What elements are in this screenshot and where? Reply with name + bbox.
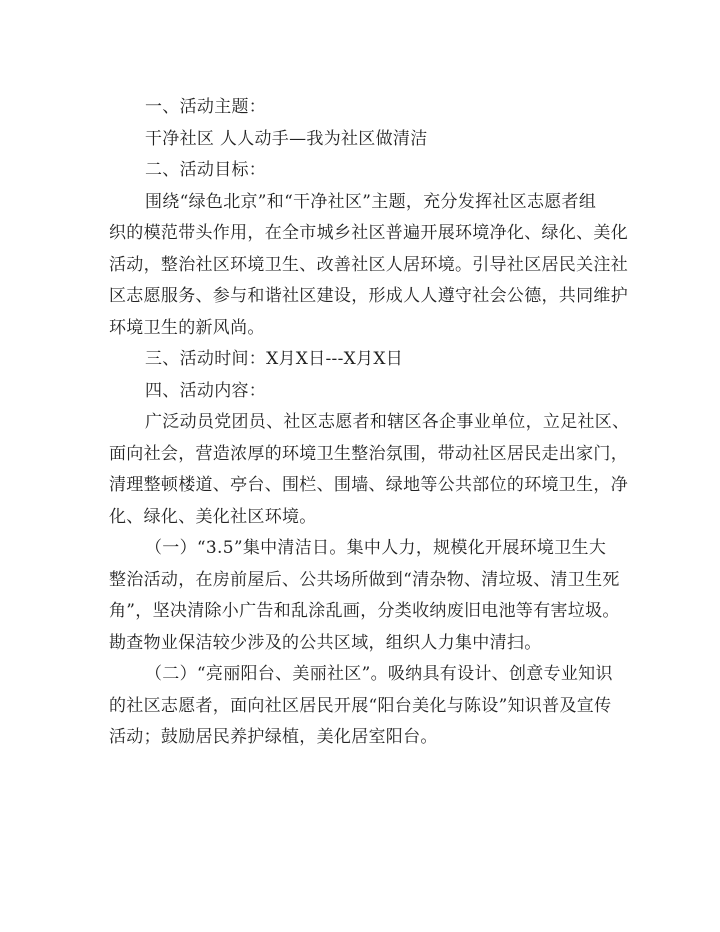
text-line: 四、活动内容：	[145, 380, 267, 401]
text-line: 活动，整治社区环境卫生、改善社区人居环境。引导社区居民关注社	[109, 254, 628, 275]
text-line: 三、活动时间：X月X日---X月X日	[145, 349, 404, 369]
text-line: 区志愿服务、参与和谐社区建设，形成人人遵守社会公德，共同维护	[109, 286, 628, 306]
content-item-2	[109, 659, 629, 754]
activity-content-intro	[109, 407, 629, 533]
heading-activity-theme	[109, 92, 629, 124]
text-line: （二）“亮丽阳台、美丽社区”。吸纳具有设计、创意专业知识	[145, 664, 613, 684]
document-body	[109, 92, 629, 754]
text-line: 清理整顿楼道、亭台、围栏、围墙、绿地等公共部位的环境卫生，净	[109, 475, 628, 495]
text-line: 活动；鼓励居民养护绿植，美化居室阳台。	[109, 727, 438, 747]
activity-theme-text	[109, 124, 629, 156]
text-line: 干净社区 人人动手—我为社区做清洁	[145, 128, 428, 149]
text-line: 整治活动，在房前屋后、公共场所做到“清杂物、清垃圾、清卫生死	[109, 569, 620, 590]
activity-goal-paragraph	[109, 187, 629, 345]
text-line: 角”，坚决清除小广告和乱涂乱画，分类收纳废旧电池等有害垃圾。	[109, 601, 620, 621]
content-item-1	[109, 533, 629, 659]
text-line: 化、绿化、美化社区环境。	[109, 506, 317, 527]
heading-activity-time	[109, 344, 629, 376]
text-line: （一）“3.5”集中清洁日。集中人力，规模化开展环境卫生大	[145, 538, 607, 558]
text-line: 环境卫生的新风尚。	[109, 317, 265, 338]
text-line: 二、活动目标：	[145, 160, 267, 180]
text-line: 面向社会，营造浓厚的环境卫生整治氛围，带动社区居民走出家门，	[109, 443, 628, 464]
text-line: 围绕“绿色北京”和“干净社区”主题，充分发挥社区志愿者组	[145, 191, 597, 212]
heading-activity-content	[109, 376, 629, 408]
text-line: 勘查物业保洁较少涉及的公共区域，组织人力集中清扫。	[109, 632, 542, 653]
heading-activity-goal	[109, 155, 629, 187]
text-line: 一、活动主题：	[145, 97, 267, 117]
text-line: 广泛动员党团员、社区志愿者和辖区各企事业单位，立足社区、	[145, 412, 630, 432]
text-line: 的社区志愿者，面向社区居民开展“阳台美化与陈设”知识普及宣传	[109, 695, 612, 716]
text-line: 织的模范带头作用，在全市城乡社区普遍开展环境净化、绿化、美化	[109, 223, 628, 243]
